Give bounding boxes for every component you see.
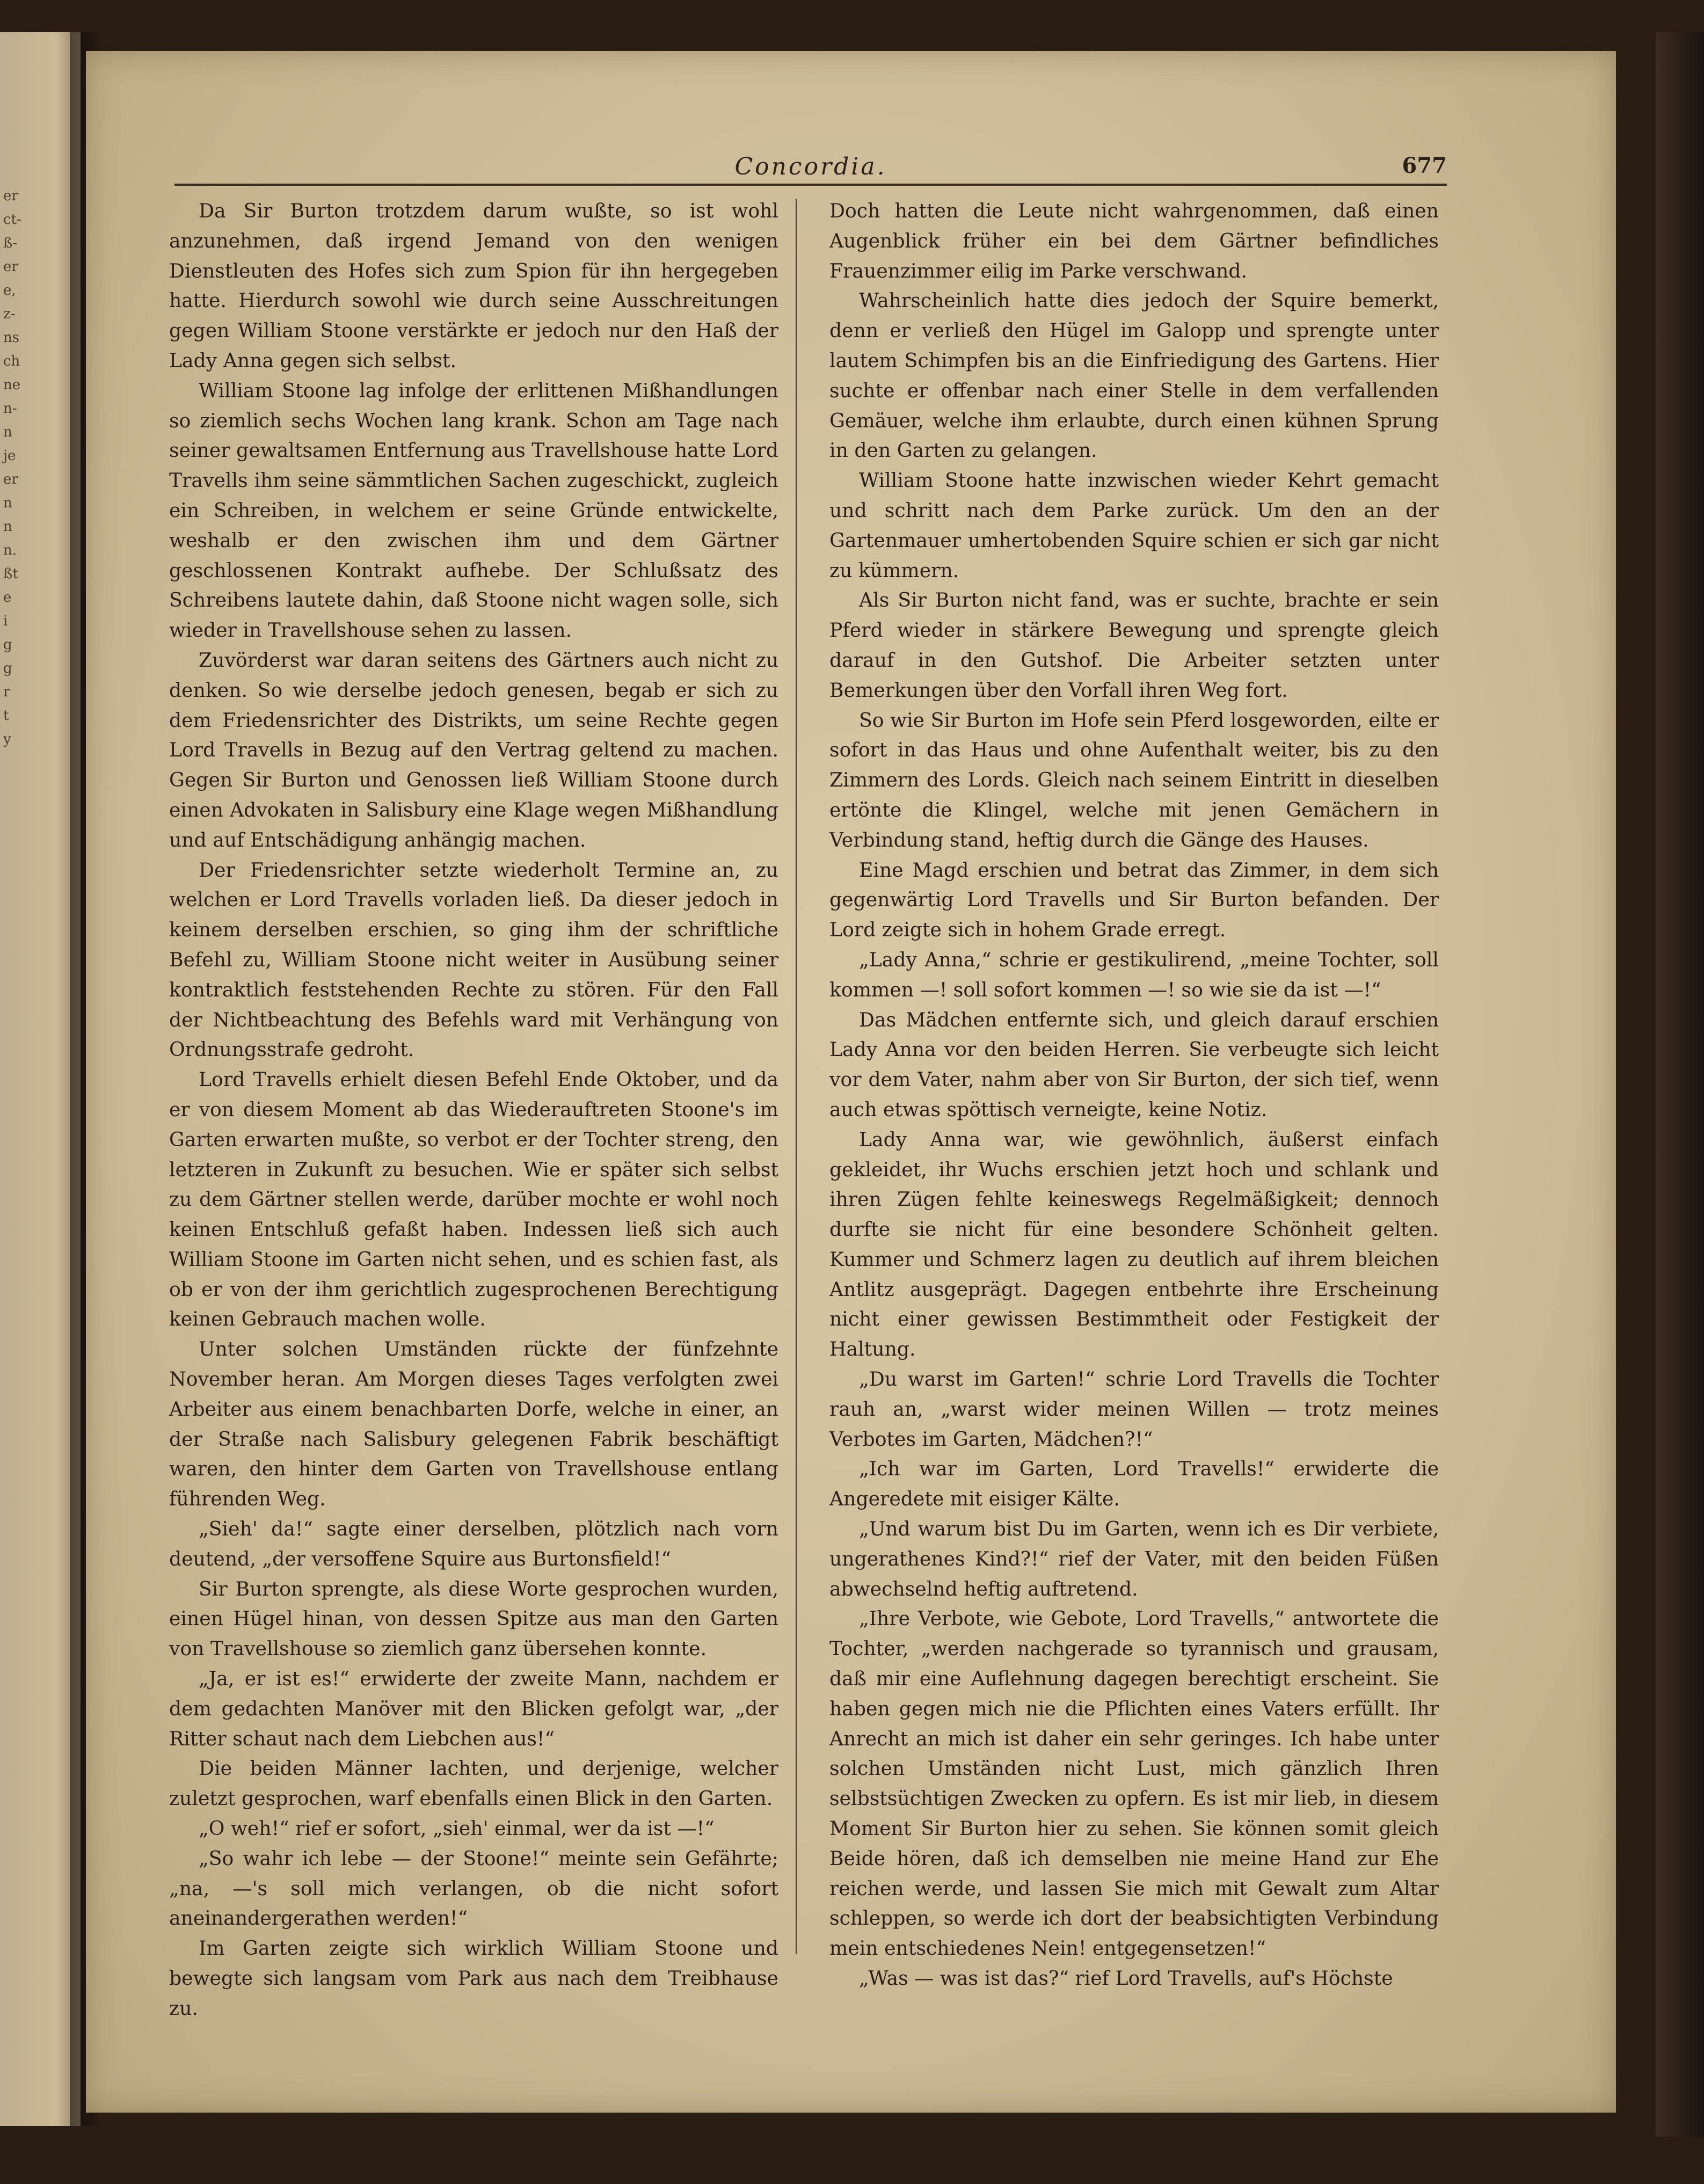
page-number: 677 <box>1402 153 1447 178</box>
facing-page-text-fragment: ct- <box>3 212 21 228</box>
paragraph: Wahrscheinlich hatte dies jedoch der Squire bemerkt, denn er verließ den Hügel im Galopp und sprengte unter lautem Schimpfen bis an die Einfriedigung des Gartens. Hier suchte er offenbar nach einer Stelle in dem verfallenden Gemäuer, welche ihm erlaubte, durch einen kühnen Sprung in den Garten zu gelangen. <box>829 289 1439 462</box>
paragraph: „Lady Anna,“ schrie er gestikulirend, „meine Tochter, soll kommen —! soll sofort kommen —! so wie sie da ist —!“ <box>829 948 1439 1001</box>
paragraph: „Sieh' da!“ sagte einer derselben, plötzlich nach vorn deutend, „der versoffene Squire aus Burtonsfield!“ <box>169 1517 778 1570</box>
facing-page-text-fragment: n. <box>3 542 17 558</box>
paragraph: Unter solchen Umständen rückte der fünfzehnte November heran. Am Morgen dieses Tages verfolgten zwei Arbeiter aus einem benachbarten Dorfe, welche in einer, an der Straße nach Salisbury gelegenen Fabrik beschäftigt waren, den hinter dem Garten von Travellshouse entlang führenden Weg. <box>169 1337 778 1511</box>
paragraph: Das Mädchen entfernte sich, und gleich darauf erschien Lady Anna vor den beiden Herren. Sie verbeugte sich leicht vor dem Vater, nahm aber von Sir Burton, der sich tief, wenn auch etwas spöttisch verneigte, keine Notiz. <box>829 1008 1439 1121</box>
facing-page-text-fragment: g <box>3 660 12 676</box>
facing-page-text-fragment: n <box>3 519 12 535</box>
paragraph: William Stoone lag infolge der erlittenen Mißhandlungen so ziemlich sechs Wochen lang krank. Schon am Tage nach seiner gewaltsamen Entfernung aus Travellshouse hatte Lord Travells ihm seine sämmtlichen Sachen zugeschickt, zugleich ein Schreiben, in welchem er seine Gründe entwickelte, weshalb er den zwischen ihm und dem Gärtner geschlossenen Kontrakt aufhebe. Der Schlußsatz des Schreibens lautete dahin, daß Stoone nicht wagen solle, sich wieder in Travellshouse sehen zu lassen. <box>169 378 778 642</box>
facing-page-edge <box>0 32 81 2126</box>
facing-page-text-fragment: r <box>3 684 10 700</box>
paragraph: Der Friedensrichter setzte wiederholt Termine an, zu welchen er Lord Travells vorladen ließ. Da dieser jedoch in keinem derselben erschien, so ging ihm der schriftliche Befehl zu, William Stoone nicht weiter in Ausübung seiner kontraktlich feststehenden Rechte zu stören. Für den Fall der Nichtbeachtung des Befehls ward mit Verhängung von Ordnungsstrafe gedroht. <box>169 858 778 1061</box>
facing-page-text-fragment: er <box>3 471 18 487</box>
facing-page-text-fragment: e <box>3 589 12 606</box>
paragraph: „Du warst im Garten!“ schrie Lord Travells die Tochter rauh an, „warst wider meinen Willen — trotz meines Verbotes im Garten, Mädchen?!“ <box>829 1367 1439 1451</box>
facing-page-text-fragment: i <box>3 613 8 629</box>
facing-page-text-fragment: n- <box>3 401 17 417</box>
paragraph: Lady Anna war, wie gewöhnlich, äußerst einfach gekleidet, ihr Wuchs erschien jetzt hoch und schlank und ihren Zügen fehlte keineswegs Regelmäßigkeit; dennoch durfte sie nicht für eine besondere Schönheit gelten. Kummer und Schmerz lagen zu deutlich auf ihrem bleichen Antlitz ausgeprägt. Dagegen entbehrte ihre Erscheinung nicht einer gewissen Bestimmtheit oder Festigkeit der Haltung. <box>829 1127 1439 1361</box>
facing-page-text-fragment: ne <box>3 377 21 393</box>
paragraph: Als Sir Burton nicht fand, was er suchte, brachte er sein Pferd wieder in stärkere Bewegung und sprengte gleich darauf in den Gutshof. Die Arbeiter setzten unter Bemerkungen über den Vorfall ihren Weg fort. <box>829 588 1439 702</box>
facing-page-text-fragment: ßt <box>3 566 18 582</box>
facing-page-text-fragment: y <box>3 731 11 747</box>
text-column-right <box>829 196 1439 1993</box>
paragraph: Da Sir Burton trotzdem darum wußte, so ist wohl anzunehmen, daß irgend Jemand von den wenigen Dienstleuten des Hofes sich zum Spion für ihn hergegeben hatte. Hierdurch sowohl wie durch seine Ausschreitungen gegen William Stoone verstärkte er jedoch nur den Haß der Lady Anna gegen sich selbst. <box>169 199 778 372</box>
paragraph: „Ich war im Garten, Lord Travells!“ erwiderte die Angeredete mit eisiger Kälte. <box>829 1457 1439 1511</box>
paragraph: „O weh!“ rief er sofort, „sieh' einmal, wer da ist —!“ <box>199 1817 715 1840</box>
text-column-left <box>169 196 778 2023</box>
facing-page-text-fragment: z- <box>3 306 16 322</box>
paragraph: Lord Travells erhielt diesen Befehl Ende Oktober, und da er von diesem Moment ab das Wiederauftreten Stoone's im Garten erwarten mußte, so verbot er der Tochter streng, den letzteren in Zukunft zu besuchen. Wie er später sich selbst zu dem Gärtner stellen werde, darüber mochte er wohl noch keinen Entschluß gefaßt haben. Indessen ließ sich auch William Stoone im Garten nicht sehen, und es schien fast, als ob er von der ihm gerichtlich zugesprochenen Berechtigung keinen Gebrauch machen wolle. <box>169 1068 778 1331</box>
facing-page-text-fragment: n <box>3 424 12 440</box>
column-divider <box>796 199 797 1954</box>
facing-page-text-fragment: n <box>3 495 12 511</box>
facing-page-text-fragment: je <box>3 448 16 464</box>
paragraph: Doch hatten die Leute nicht wahrgenommen, daß einen Augenblick früher ein bei dem Gärtner befindliches Frauenzimmer eilig im Parke verschwand. <box>829 199 1439 282</box>
facing-page-text-fragment: ch <box>3 353 20 369</box>
paragraph: „Und warum bist Du im Garten, wenn ich es Dir verbiete, ungerathenes Kind?!“ rief der Vater, mit den beiden Füßen abwechselnd heftig auftretend. <box>829 1517 1439 1600</box>
facing-page-text-fragment: ns <box>3 330 20 346</box>
paragraph: William Stoone hatte inzwischen wieder Kehrt gemacht und schritt nach dem Parke zurück. Um den an der Gartenmauer umhertobenden Squire schien er sich gar nicht zu kümmern. <box>829 469 1439 582</box>
paragraph: „So wahr ich lebe — der Stoone!“ meinte sein Gefährte; „na, —'s soll mich verlangen, ob die nicht sofort aneinandergerathen werden!“ <box>169 1846 778 1930</box>
book-cover-edge <box>1656 32 1704 2137</box>
paragraph: Die beiden Männer lachten, und derjenige, welcher zuletzt gesprochen, warf ebenfalls einen Blick in den Garten. <box>169 1757 778 1810</box>
paragraph: Sir Burton sprengte, als diese Worte gesprochen wurden, einen Hügel hinan, von dessen Spitze aus man den Garten von Travellshouse so ziemlich ganz übersehen konnte. <box>169 1577 778 1661</box>
facing-page-text-fragment: ß- <box>3 235 18 251</box>
facing-page-text-fragment: e, <box>3 282 16 299</box>
facing-page-text-fragment: er <box>3 188 18 204</box>
facing-page-text-fragment: er <box>3 259 18 275</box>
facing-page-text-fragment: g <box>3 637 12 653</box>
facing-page-text-fragment: t <box>3 708 9 724</box>
paragraph: Zuvörderst war daran seitens des Gärtners auch nicht zu denken. So wie derselbe jedoch genesen, begab er sich zu dem Friedensrichter des Distrikts, um seine Rechte gegen Lord Travells in Bezug auf den Vertrag geltend zu machen. Gegen Sir Burton und Genossen ließ William Stoone durch einen Advokaten in Salisbury eine Klage wegen Mißhandlung und auf Entschädigung anhängig machen. <box>169 648 778 851</box>
paragraph: Im Garten zeigte sich wirklich William Stoone und bewegte sich langsam vom Park aus nach dem Treibhause zu. <box>169 1937 778 2020</box>
paragraph: „Ja, er ist es!“ erwiderte der zweite Mann, nachdem er dem gedachten Manöver mit den Blicken gefolgt war, „der Ritter schaut nach dem Liebchen aus!“ <box>169 1667 778 1750</box>
paragraph: „Ihre Verbote, wie Gebote, Lord Travells,“ antwortete die Tochter, „werden nachgerade so tyrannisch und grausam, daß mir eine Auflehnung dagegen berechtigt erscheint. Sie haben gegen mich nie die Pflichten eines Vaters erfüllt. Ihr Anrecht an mich ist daher ein sehr geringes. Ich habe unter solchen Umständen nicht Lust, mich gänzlich Ihren selbstsüchtigen Zwecken zu opfern. Es ist mir lieb, in diesem Moment Sir Burton hier zu sehen. Sie können somit gleich Beide hören, daß ich demselben nie meine Hand zur Ehe reichen werde, und lassen Sie mich mit Gewalt zum Altar schleppen, so werde ich dort der beabsichtigten Verbindung mein entschiedenes Nein! entgegensetzen!“ <box>829 1607 1439 1960</box>
paragraph: So wie Sir Burton im Hofe sein Pferd losgeworden, eilte er sofort in das Haus und ohne Aufenthalt weiter, bis zu den Zimmern des Lords. Gleich nach seinem Eintritt in dieselben ertönte die Klingel, welche mit jenen Gemächern in Verbindung stand, heftig durch die Gänge des Hauses. <box>829 708 1439 851</box>
running-title: Concordia. <box>734 153 887 180</box>
header-rule <box>174 184 1447 186</box>
paragraph: „Was — was ist das?“ rief Lord Travells, auf's Höchste <box>859 1967 1393 1990</box>
paragraph: Eine Magd erschien und betrat das Zimmer, in dem sich gegenwärtig Lord Travells und Sir Burton befanden. Der Lord zeigte sich in hohem Grade erregt. <box>829 858 1439 942</box>
